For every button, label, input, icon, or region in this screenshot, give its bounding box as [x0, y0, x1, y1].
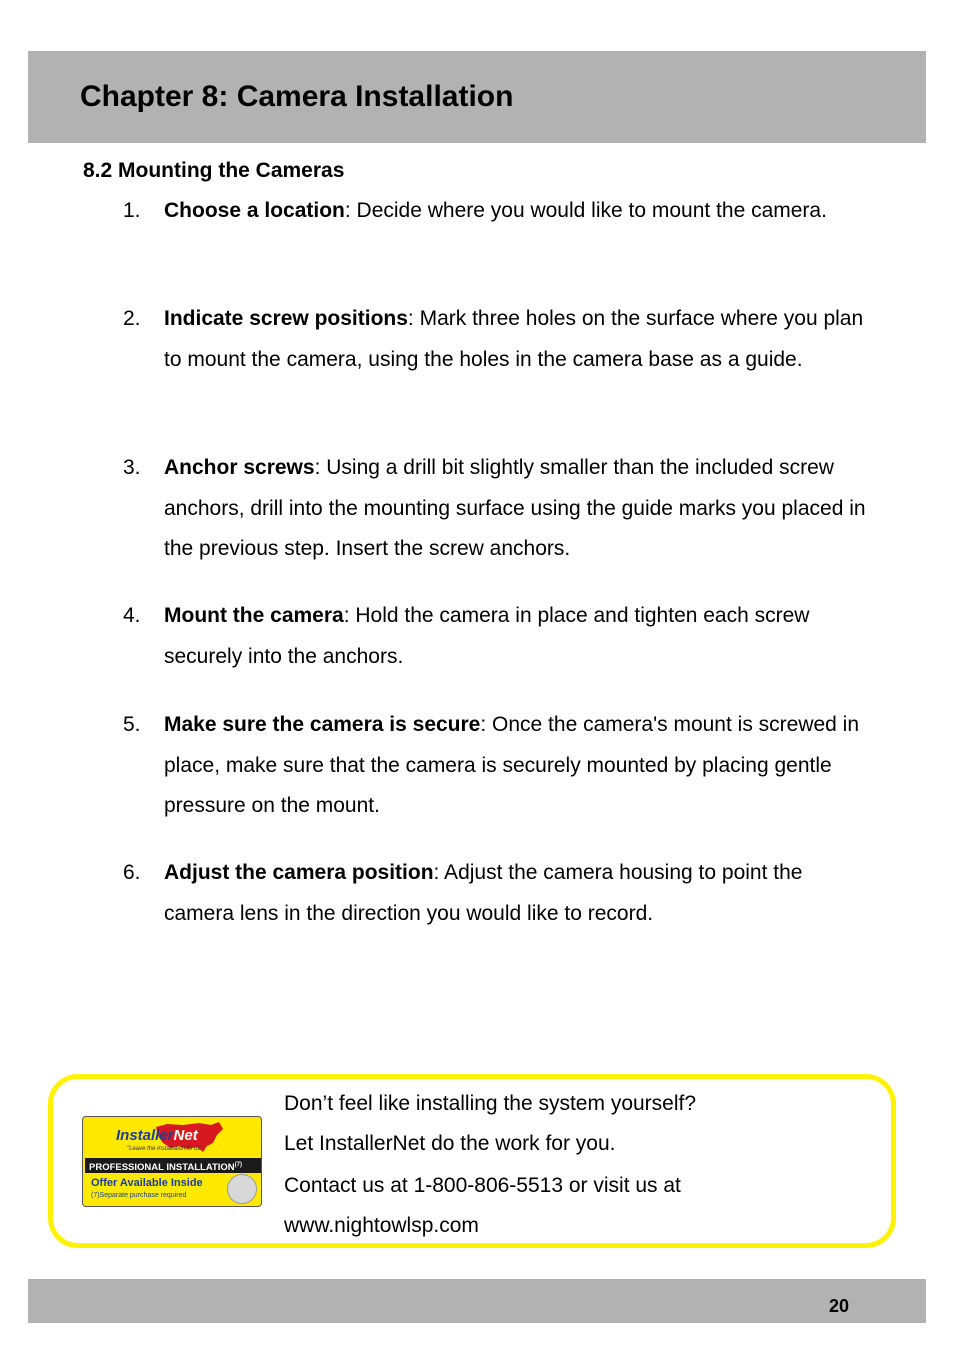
promo-line: Don’t feel like installing the system yourself? [284, 1092, 697, 1115]
step-title: Choose a location [164, 199, 345, 222]
step-number: 4. [123, 604, 141, 627]
badge-strip: PROFESSIONAL INSTALLATION$^{(7)}$ [85, 1158, 261, 1173]
step-number: 6. [123, 861, 141, 884]
step-description: : Mark three holes on the surface where you plan to mount the camera, using the holes in the camera base as a guide. [164, 307, 864, 371]
step-description: : Once the camera's mount is screwed in place, make sure that the camera is securely mounted by placing gentle pressure on the mount. [164, 713, 860, 817]
step-title: Indicate screw positions [164, 307, 408, 330]
seal-icon [227, 1174, 257, 1204]
step-title: Adjust the camera position [164, 861, 434, 884]
step-title: Anchor screws [164, 456, 315, 479]
chapter-title: Chapter 8: Camera Installation [80, 80, 514, 113]
step-description: : Using a drill bit slightly smaller than the included screw anchors, drill into the mounting surface using the guide marks you placed in the previous step. Insert the screw anchors. [164, 456, 866, 560]
step-title: Mount the camera [164, 604, 344, 627]
page-number: 20 [829, 1296, 850, 1316]
step-number: 5. [123, 713, 141, 736]
badge-note: (7)Separate purchase required [91, 1192, 187, 1199]
step-description: : Adjust the camera housing to point the camera lens in the direction you would like to record. [164, 861, 803, 925]
step-text [164, 596, 874, 677]
promo-url[interactable]: www.nightowlsp.com [284, 1214, 479, 1237]
step-title: Make sure the camera is secure [164, 713, 481, 736]
promo-line: Contact us at 1-800-806-5513 or visit us at [284, 1174, 681, 1197]
badge-offer: Offer Available Inside [91, 1177, 203, 1189]
step-text [164, 191, 874, 232]
footer-bar [28, 1279, 926, 1323]
badge-tagline: "Leave the installation to us" [127, 1146, 203, 1152]
step-number: 2. [123, 307, 141, 330]
step-number: 3. [123, 456, 141, 479]
badge-brand: InstallerNet [116, 1127, 198, 1144]
step-number: 1. [123, 199, 141, 222]
step-text [164, 705, 874, 827]
step-description: : Hold the camera in place and tighten each screw securely into the anchors. [164, 604, 810, 668]
installernet-badge [82, 1116, 262, 1207]
step-text [164, 299, 874, 380]
step-description: : Decide where you would like to mount the camera. [344, 199, 827, 222]
step-text [164, 448, 874, 570]
section-title: 8.2 Mounting the Cameras [83, 159, 345, 182]
step-text [164, 853, 874, 934]
promo-line: Let InstallerNet do the work for you. [284, 1132, 616, 1155]
